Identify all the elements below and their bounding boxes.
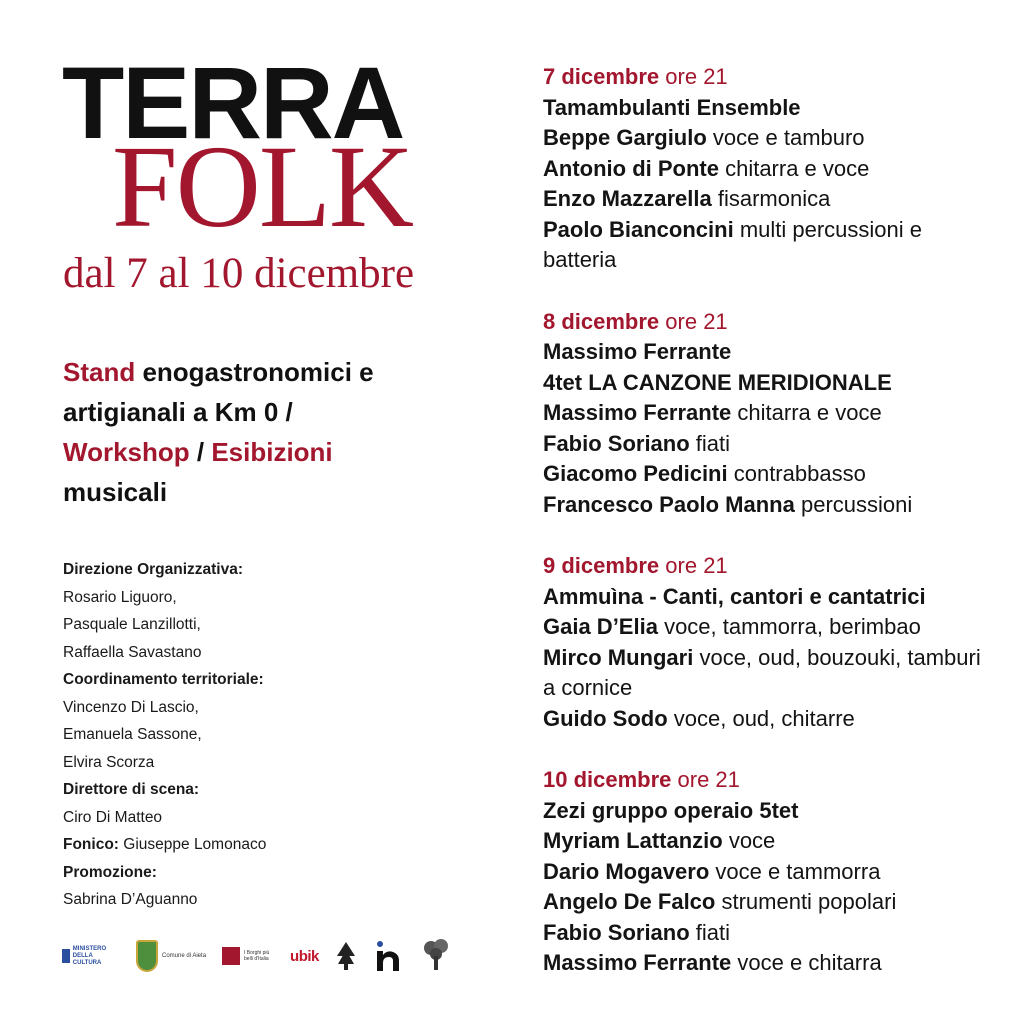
performer-role: voce e chitarra xyxy=(731,950,882,975)
performer-name: Mirco Mungari xyxy=(543,644,694,670)
performer-role: multi percussioni e batteria xyxy=(543,216,923,272)
event-day: 9 dicembre xyxy=(543,553,660,578)
performer xyxy=(543,459,983,490)
performer-name: Myriam Lattanzio xyxy=(543,828,723,853)
credit-fonico-line xyxy=(63,831,423,859)
performer-name: Dario Mogavero xyxy=(543,858,710,884)
performer-name: Giacomo Pedicini xyxy=(543,461,728,486)
performer-name: Angelo De Falco xyxy=(543,889,716,914)
tagline-stand: Stand xyxy=(63,357,136,387)
performer-role: voce, oud, chitarre xyxy=(667,705,855,731)
event-date xyxy=(543,62,983,93)
event-day: 8 dicembre xyxy=(543,308,660,334)
performer-name: Fabio Soriano xyxy=(543,919,690,945)
credit-person: Ciro Di Matteo xyxy=(63,808,163,826)
performer-name: Enzo Mazzarella xyxy=(543,186,712,211)
tagline-part1: enogastronomici e artigianali a Km 0 / xyxy=(63,357,374,427)
event-dec-7 xyxy=(543,62,983,276)
performer-role: voce, tammorra, berimbao xyxy=(657,614,921,639)
tagline-part2: musicali xyxy=(63,477,168,507)
credits xyxy=(63,556,423,914)
credit-person: Sabrina D’Aguanno xyxy=(63,891,198,908)
performer xyxy=(543,490,983,521)
event-time: ore 21 xyxy=(659,308,728,334)
credit-person: Emanuela Sassone, xyxy=(63,726,202,743)
sponsor-logos xyxy=(62,932,482,980)
event-time: ore 21 xyxy=(671,767,740,792)
borghi-logo-text: I Borghi più belli d'Italia xyxy=(244,950,270,962)
credit-person: Pasquale Lanzillotti, xyxy=(63,616,201,633)
performer xyxy=(543,857,983,888)
performer-name: Massimo Ferrante xyxy=(543,400,732,425)
performer-role: chitarra e voce xyxy=(731,400,882,425)
credit-person: Giuseppe Lomonaco xyxy=(123,836,267,853)
performer-name: Massimo Ferrante xyxy=(543,950,732,975)
ministero-logo-icon xyxy=(62,949,70,963)
performer xyxy=(543,887,983,918)
performer xyxy=(543,154,983,185)
ministero-logo-text: MINISTERO DELLA CULTURA xyxy=(72,945,107,966)
performer-role: chitarra e voce xyxy=(718,155,870,181)
performer-name: Beppe Gargiulo xyxy=(543,125,707,150)
credit-label-direzione: Direzione Organizzativa: xyxy=(63,561,244,578)
tagline-esibizioni: Esibizioni xyxy=(211,437,333,467)
credit-label-fonico: Fonico: xyxy=(63,836,119,853)
credit-label-coordinamento: Coordinamento territoriale: xyxy=(63,671,264,688)
event-title: Tamambulanti Ensemble xyxy=(543,94,801,120)
event-date xyxy=(543,765,983,796)
event-title: Zezi gruppo operaio 5tet xyxy=(543,797,799,823)
performer-name: Gaia D’Elia xyxy=(543,614,658,639)
comune-logo-text: Comune di Aieta xyxy=(162,952,207,959)
performer-role: contrabbasso xyxy=(727,461,866,486)
event-dec-9 xyxy=(543,551,983,734)
borghi-logo-icon xyxy=(222,947,240,965)
tagline-sep: / xyxy=(189,437,212,467)
borghi-logo xyxy=(222,947,274,965)
ministero-logo xyxy=(62,945,120,967)
credit-person: Rosario Liguoro, xyxy=(63,588,177,606)
performer-role: voce e tamburo xyxy=(706,125,865,150)
performer xyxy=(543,826,983,857)
olive-tree-logo-icon xyxy=(419,938,453,974)
performer xyxy=(543,215,983,276)
tree-logo-icon xyxy=(335,940,357,972)
performer-role: fiati xyxy=(689,430,731,456)
date-range: dal 7 al 10 dicembre xyxy=(63,250,415,297)
performer xyxy=(543,612,983,643)
performer xyxy=(543,643,983,704)
event-title: Massimo Ferrante xyxy=(543,339,732,364)
credit-person: Vincenzo Di Lascio, xyxy=(63,698,199,716)
performer-name: Fabio Soriano xyxy=(543,430,690,456)
event-dec-8 xyxy=(543,307,983,521)
title-terra: TERRA xyxy=(62,46,404,160)
performer-role: voce e tammorra xyxy=(709,858,881,884)
event-day: 7 dicembre xyxy=(543,64,660,89)
n-logo-icon xyxy=(373,939,403,973)
performer-name: Paolo Bianconcini xyxy=(543,216,734,242)
performer-name: Guido Sodo xyxy=(543,705,668,731)
performer-name: Antonio di Ponte xyxy=(543,155,719,181)
event-date xyxy=(543,307,983,338)
event-dec-10 xyxy=(543,765,983,979)
performer xyxy=(543,398,983,429)
performer xyxy=(543,918,983,949)
credit-label-direttore: Direttore di scena: xyxy=(63,781,200,798)
ubik-logo: ubik xyxy=(290,947,319,965)
credit-person: Elvira Scorza xyxy=(63,753,155,771)
performer-name: Francesco Paolo Manna xyxy=(543,491,795,517)
performer-role: strumenti popolari xyxy=(715,889,897,914)
performer-role: voce xyxy=(722,828,776,853)
performer-role: fiati xyxy=(689,919,731,945)
comune-shield-icon xyxy=(136,940,158,972)
event-time: ore 21 xyxy=(659,64,728,89)
event-title: Ammuìna - Canti, cantori e cantatrici xyxy=(543,583,926,609)
event-time: ore 21 xyxy=(659,553,728,578)
performer xyxy=(543,184,983,215)
event-day: 10 dicembre xyxy=(543,767,672,792)
tagline xyxy=(63,352,423,512)
event-date xyxy=(543,551,983,582)
performer-role: fisarmonica xyxy=(711,186,831,211)
performer xyxy=(543,948,983,979)
performer-role: percussioni xyxy=(794,491,913,517)
performer-role: voce, oud, bouzouki, tamburi a cornice xyxy=(543,644,981,700)
program xyxy=(543,62,983,1010)
credit-label-promozione: Promozione: xyxy=(63,863,157,881)
performer xyxy=(543,429,983,460)
tagline-workshop: Workshop xyxy=(63,437,190,467)
performer xyxy=(543,704,983,735)
performer xyxy=(543,123,983,154)
title-folk: FOLK xyxy=(112,121,413,252)
comune-logo xyxy=(136,940,206,972)
event-title: 4tet LA CANZONE MERIDIONALE xyxy=(543,369,892,395)
credit-person: Raffaella Savastano xyxy=(63,643,202,661)
